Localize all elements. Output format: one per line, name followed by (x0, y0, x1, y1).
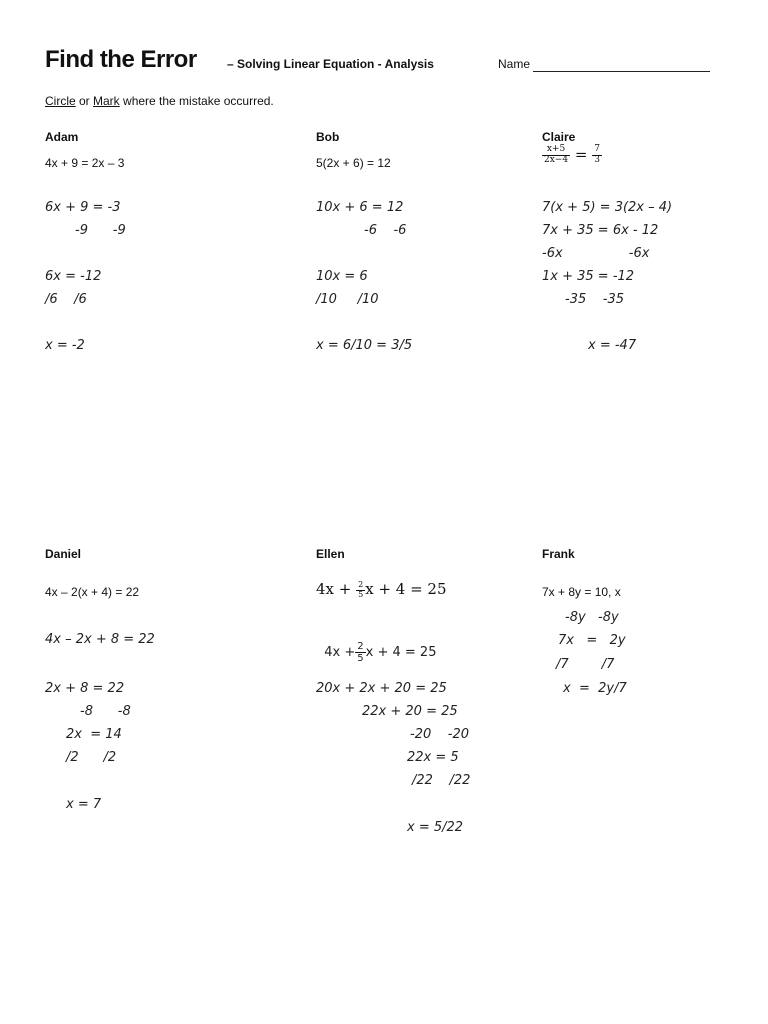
problem-left: 4x + (316, 580, 352, 598)
step: /22 /22 (412, 773, 471, 788)
fraction-denominator: 5 (358, 589, 364, 599)
step: 22x = 5 (407, 750, 459, 765)
step: /10 /10 (316, 292, 379, 307)
fraction (355, 641, 365, 664)
step: -8 -8 (80, 704, 131, 719)
step: 4x – 2x + 8 = 22 (45, 632, 155, 647)
problem-claire (542, 145, 602, 166)
step: 2x = 14 (66, 727, 122, 742)
instruction-or: or (75, 94, 94, 108)
name-line (533, 71, 710, 72)
equals-sign: = (574, 145, 588, 164)
fraction-numerator: x+5 (542, 145, 570, 156)
fraction-right (592, 145, 602, 166)
step: /2 /2 (66, 750, 117, 765)
fraction-denominator: 2x−4 (544, 154, 569, 165)
step: 22x + 20 = 25 (362, 704, 458, 719)
student-name-ellen: Ellen (316, 547, 345, 561)
step: 20x + 2x + 20 = 25 (316, 681, 447, 696)
step-right: x + 4 = 25 (365, 645, 437, 660)
step: x = 7 (66, 797, 102, 812)
step: -6x -6x (542, 246, 650, 261)
student-name-adam: Adam (45, 130, 79, 144)
step: 7x + 35 = 6x - 12 (542, 223, 659, 238)
step: 6x = -12 (45, 269, 102, 284)
instruction-circle: Circle (45, 94, 76, 108)
step: x = 2y/7 (563, 681, 627, 696)
instruction-rest: where the mistake occurred. (119, 94, 274, 108)
step: -35 -35 (565, 292, 624, 307)
step: -6 -6 (364, 223, 407, 238)
fraction-denominator: 5 (357, 653, 364, 664)
worksheet-header (45, 46, 710, 72)
step: 10x + 6 = 12 (316, 200, 404, 215)
fraction-denominator: 3 (594, 154, 600, 165)
fraction-numerator: 7 (594, 144, 600, 154)
step: 2x + 8 = 22 (45, 681, 125, 696)
step: x = -47 (588, 338, 637, 353)
name-label: Name (498, 57, 531, 71)
step: 7(x + 5) = 3(2x – 4) (542, 200, 673, 215)
fraction-left (542, 145, 570, 166)
step: -8y -8y (565, 610, 619, 625)
instruction (45, 94, 274, 108)
step: x = 5/22 (407, 820, 464, 835)
step: x = -2 (45, 338, 85, 353)
student-name-frank: Frank (542, 547, 575, 561)
step: 1x + 35 = -12 (542, 269, 635, 284)
step: x = 6/10 = 3/5 (316, 338, 413, 353)
step: /7 /7 (556, 657, 615, 672)
step (316, 626, 436, 664)
step: -20 -20 (410, 727, 469, 742)
fraction-numerator: 2 (357, 641, 364, 652)
problem-adam: 4x + 9 = 2x – 3 (45, 156, 125, 170)
student-name-daniel: Daniel (45, 547, 82, 561)
step: 6x + 9 = -3 (45, 200, 121, 215)
problem-frank: 7x + 8y = 10, x (542, 585, 621, 599)
worksheet-title: Find the Error (45, 46, 197, 73)
fraction (356, 581, 365, 600)
student-name-bob: Bob (316, 130, 340, 144)
step: 10x = 6 (316, 269, 368, 284)
student-name-claire: Claire (542, 130, 576, 144)
step: -9 -9 (75, 223, 126, 238)
problem-bob: 5(2x + 6) = 12 (316, 156, 391, 170)
problem-ellen (316, 580, 447, 599)
step: /6 /6 (45, 292, 87, 307)
step: 7x = 2y (558, 633, 626, 648)
problem-daniel: 4x – 2(x + 4) = 22 (45, 585, 140, 599)
worksheet-subtitle: – Solving Linear Equation - Analysis (227, 57, 434, 71)
instruction-mark: Mark (93, 94, 120, 108)
fraction-numerator: 2 (358, 579, 364, 589)
problem-right: x + 4 = 25 (365, 580, 447, 598)
step-left: 4x + (324, 645, 356, 660)
